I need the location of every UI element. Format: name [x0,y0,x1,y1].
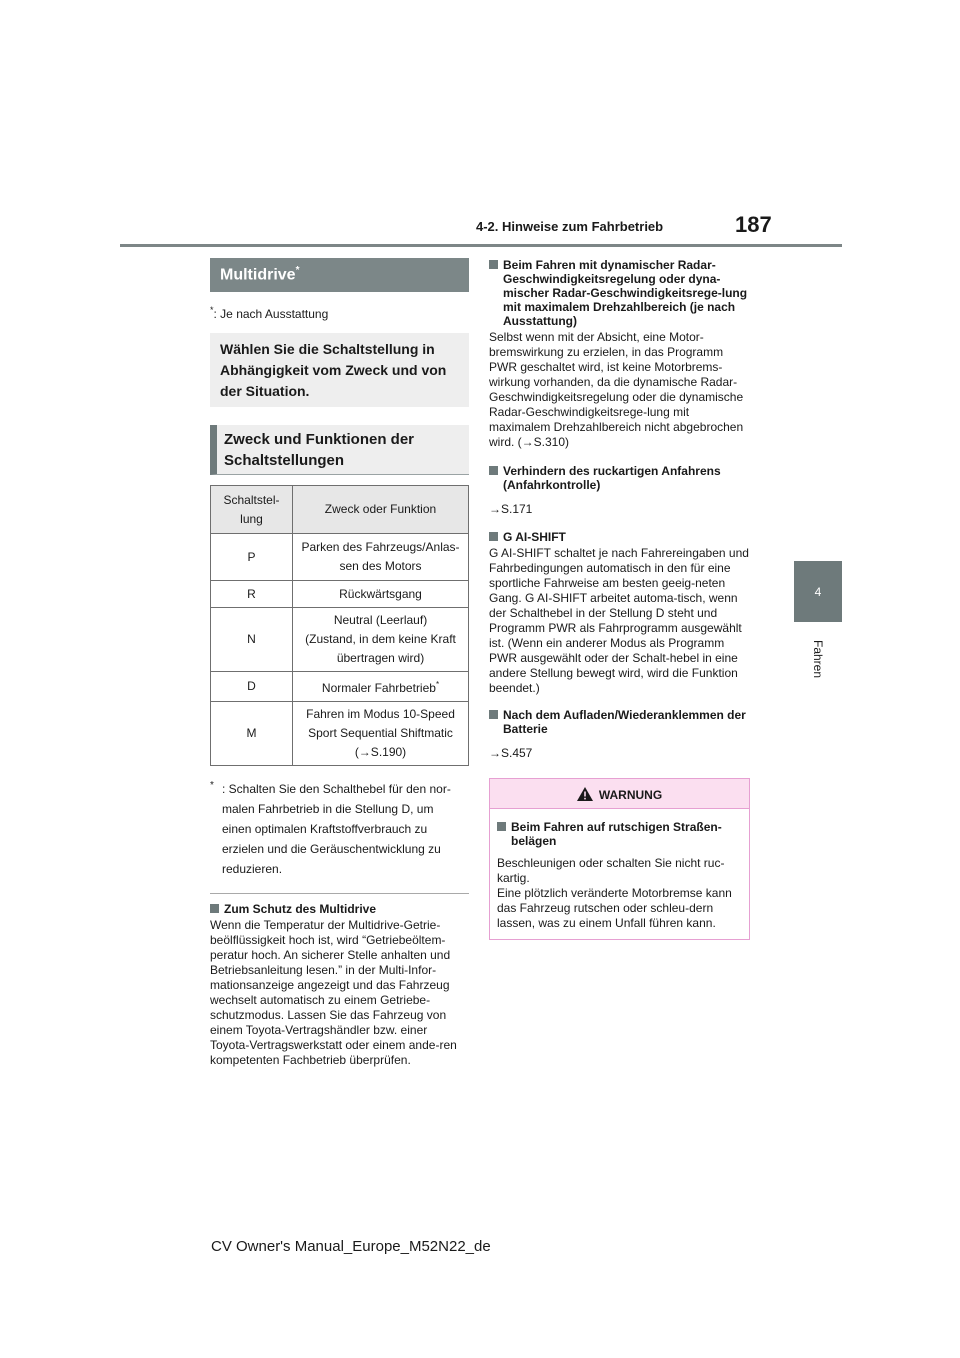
bullet-square-icon [497,822,506,831]
cell-function: Neutral (Leerlauf) (Zustand, in dem keine Kraft übertragen wird) [293,608,469,672]
right-column [489,258,751,940]
cell-function: Parken des Fahrzeugs/Anlas- sen des Motors [293,534,469,581]
paragraph-body: Wenn die Temperatur der Multidrive-Getrie-beölflüssigkeit hoch ist, wird “Getriebeöltem-peratur hoch. An sicherer Stelle anhalten und Betriebsanleitung lesen.” in der Multi-Infor-mationsanzeige angezeigt und das Fahrzeug wechselt automatisch zu einem Getriebe-schutzmodus. Lassen Sie das Fahrzeug von einem Toyota-Vertragshändler bzw. einer Toyota-Vertragswerkstatt oder einem ande-ren kompetenten Fachbetrieb überprüfen. [210,918,457,1067]
chapter-tab: 4 [794,561,842,622]
warning-heading-text: Beim Fahren auf rutschigen Straßen-belägen [511,820,722,848]
page-reference: →S.457 [489,746,533,760]
cell-position: M [211,702,293,766]
table-row [211,672,469,702]
table-row [211,534,469,581]
table-row [211,608,469,672]
cell-position: D [211,672,293,702]
availability-footnote [210,305,469,321]
header-purpose: Zweck oder Funktion [293,486,469,534]
cell-function: Rückwärtsgang [293,581,469,608]
warning-header [490,779,749,809]
cell-position: P [211,534,293,581]
cell-position: R [211,581,293,608]
table-row [211,581,469,608]
table-footnote-mark: * [435,680,440,689]
header-position-line2: lung [240,511,263,526]
header-divider [120,244,842,247]
bullet-square-icon [489,710,498,719]
cell-function: Normaler Fahrbetrieb* [293,672,469,702]
warning-box [489,778,750,940]
warning-body: Beschleunigen oder schalten Sie nicht ruc-kartig. [497,856,725,885]
bullet-square-icon [489,466,498,475]
footnote-mark: * [210,305,214,315]
page-reference: (→S.190) [354,745,407,759]
bullet-square-icon [489,260,498,269]
page-number: 187 [735,212,772,237]
footnote-line: : Schalten Sie den Schalthebel für den nor- [222,782,451,796]
paragraph-body: G AI-SHIFT schaltet je nach Fahrereingaben und Fahrbedingungen automatisch in den für eine sportliche Fahrweise am besten geeig-neten Gang. G AI-SHIFT arbeitet automa-tisch, wenn der Schalthebel in der Stellung D steht und Programm PWR als Fahrprogramm ausgewählt ist. (Wenn ein anderer Modus als Programm PWR ausgewählt oder der Schalt-hebel in eine andere Stellung bewegt wird, wird die Funktion beendet.) [489,546,749,695]
subheading: Zweck und Funktionen der Schaltstellungen [210,425,469,475]
warning-triangle-icon [577,787,593,804]
bullet-square-icon [210,904,219,913]
section-heading [210,258,469,292]
paragraph-heading-text: Verhindern des ruckartigen Anfahrens (Anfahrkontrolle) [503,464,721,492]
table-header-row [211,486,469,534]
footnote-mark: * [210,780,214,791]
heading-footnote-mark: * [295,265,300,276]
header-position [211,486,293,534]
paragraph-heading-text: Nach dem Aufladen/Wiederanklemmen der Batterie [503,708,746,736]
paragraph-heading-text: G AI-SHIFT [503,530,566,544]
warning-content [490,809,749,939]
header-position-line1: Schaltstel- [223,492,280,507]
footnote-line: erzielen und die Geräuschentwicklung zu [222,842,441,856]
summary-box: Wählen Sie die Schaltstellung in Abhängigkeit vom Zweck und von der Situation. [210,333,469,407]
warning-body: Eine plötzlich veränderte Motorbremse kann das Fahrzeug rutschen oder schleu-dern lassen, was zu einem Unfall führen kann. [497,886,732,930]
paragraph-heading [210,902,469,916]
section-divider [210,893,469,894]
paragraph-heading-text: Beim Fahren mit dynamischer Radar-Geschwindigkeitsregelung oder dyna-mischer Radar-Geschwindigkeitsrege-lung mit maximalem Drehzahlbereich (je nach Ausstattung) [503,258,748,328]
footer-text: CV Owner's Manual_Europe_M52N22_de [211,1238,491,1255]
shift-position-table [210,485,469,766]
chapter-label: Fahren [811,639,825,679]
paragraph-body: Selbst wenn mit der Absicht, eine Motor-bremswirkung zu erzielen, in das Programm PWR geschaltet wird, ist keine Motorbrems-wirkung vorhanden, da die dynamische Radar-Geschwindigkeitsregelung oder die dynamische Radar-Geschwindigkeitsrege-lung mit maximalem Drehzahlbereich nicht abgebrochen wird. (→S.310) [489,330,744,449]
footnote-text: : Je nach Ausstattung [213,307,329,321]
paragraph-heading [489,464,751,492]
footnote-line: reduzieren. [222,862,283,876]
table-row [211,702,469,766]
warning-heading [497,820,742,848]
table-footnote [210,776,469,879]
footnote-line: einen optimalen Kraftstoffverbrauch zu [222,822,428,836]
footnote-line: malen Fahrbetrieb in die Stellung D, um [222,802,434,816]
bullet-square-icon [489,532,498,541]
left-column [210,258,469,1068]
paragraph-heading [489,258,751,328]
cell-position: N [211,608,293,672]
section-heading-text: Multidrive [220,266,296,284]
page-reference: →S.171 [489,502,533,516]
section-title: 4-2. Hinweise zum Fahrbetrieb [476,219,664,234]
paragraph-heading [489,530,751,544]
cell-function: Fahren im Modus 10-Speed Sport Sequential Shiftmatic (→S.190) [293,702,469,766]
paragraph-heading [489,708,751,736]
warning-title: WARNUNG [598,788,663,802]
paragraph-heading-text: Zum Schutz des Multidrive [224,902,377,916]
